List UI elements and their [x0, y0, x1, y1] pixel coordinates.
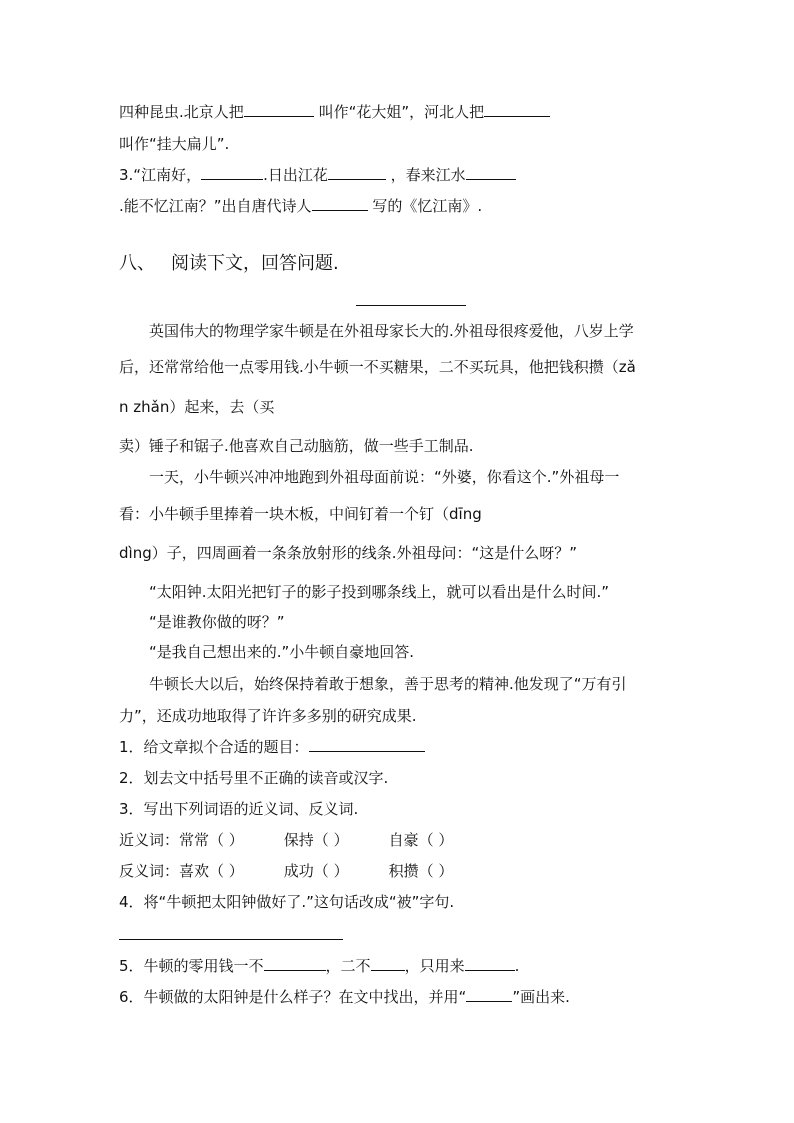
- question-text: 5．牛顿的零用钱一不: [119, 957, 264, 975]
- question-text: ，二不: [325, 957, 371, 975]
- section-title: 阅读下文，回答问题.: [171, 253, 339, 274]
- passage-line: “是谁教你做的呀？”: [149, 613, 285, 631]
- passage-line: “太阳钟.太阳光把钉子的影子投到哪条线上，就可以看出是什么时间.”: [149, 583, 610, 601]
- passage-line: 卖）锤子和锯子.他喜欢自己动脑筋，做一些手工制品.: [119, 437, 474, 455]
- fill-line-2: [119, 134, 229, 154]
- passage-line: 牛顿长大以后，始终保持着敢于想象，善于思考的精神.他发现了“万有引: [149, 675, 627, 693]
- answer-blank[interactable]: [309, 737, 425, 752]
- text-segment: .日出江花: [263, 166, 328, 184]
- antonym-label: 反义词：: [119, 862, 180, 880]
- answer-blank[interactable]: [466, 165, 516, 180]
- fill-line-1: [119, 102, 550, 122]
- question-text: ”画出来.: [512, 988, 570, 1006]
- answer-blank[interactable]: [201, 165, 263, 180]
- question-3: 3．写出下列词语的近义词、反义词.: [119, 800, 359, 818]
- answer-blank[interactable]: [371, 956, 405, 971]
- antonym-item[interactable]: 成功（ ）: [283, 862, 349, 880]
- passage-line: 力”，还成功地取得了许许多多别的研究成果.: [119, 707, 417, 725]
- antonym-item[interactable]: 喜欢（ ）: [179, 862, 244, 880]
- synonym-item[interactable]: 常常（ ）: [179, 831, 244, 849]
- answer-line[interactable]: [119, 939, 343, 940]
- underline-sample: [466, 987, 512, 1002]
- text-segment: ，春来江水: [390, 166, 466, 184]
- section-number: 八、: [119, 253, 155, 274]
- question-6: [119, 987, 570, 1007]
- passage-line: dìng）子，四周画着一条条放射形的线条.外祖母问：“这是什么呀？”: [119, 544, 578, 562]
- fill-line-4: [119, 196, 482, 216]
- question-text: ，只用来: [404, 957, 465, 975]
- text-segment: 叫作“花大姐”，河北人把: [318, 103, 485, 121]
- passage-line: 后，还常常给他一点零用钱.小牛顿一不买糖果，二不买玩具，他把钱积攒（zǎ: [119, 358, 636, 376]
- answer-blank[interactable]: [312, 196, 368, 211]
- question-1: [119, 737, 425, 757]
- text-segment: .能不忆江南？”出自唐代诗人: [119, 197, 312, 215]
- question-5: [119, 956, 519, 976]
- synonym-item[interactable]: 保持（ ）: [283, 831, 349, 849]
- question-4: 4．将“牛顿把太阳钟做好了.”这句话改成“被”字句.: [119, 893, 455, 911]
- section-heading: [119, 254, 339, 274]
- text-segment: 写的《忆江南》.: [372, 197, 483, 215]
- passage-line: “是我自己想出来的.”小牛顿自豪地回答.: [149, 643, 415, 661]
- answer-blank[interactable]: [244, 102, 314, 117]
- antonym-row: [119, 861, 453, 881]
- text-segment: 3.“江南好，: [119, 166, 202, 184]
- answer-blank[interactable]: [328, 165, 386, 180]
- antonym-item[interactable]: 积攒（ ）: [388, 862, 454, 880]
- synonym-label: 近义词：: [119, 831, 180, 849]
- synonym-row: [119, 830, 453, 850]
- question-text: .: [514, 957, 520, 975]
- passage-line: 英国伟大的物理学家牛顿是在外祖母家长大的.外祖母很疼爱他，八岁上学: [149, 322, 634, 340]
- passage-line: 看：小牛顿手里捧着一块木板，中间钉着一个钉（dīng: [119, 505, 482, 523]
- text-segment: 叫作“挂大扁儿”.: [119, 135, 230, 153]
- question-text: 1．给文章拟个合适的题目：: [119, 738, 309, 756]
- question-text: 6．牛顿做的太阳钟是什么样子？在文中找出，并用“: [119, 988, 467, 1006]
- text-segment: 四种昆虫.北京人把: [119, 103, 244, 121]
- fill-line-3: [119, 165, 516, 185]
- question-2: 2．划去文中括号里不正确的读音或汉字.: [119, 769, 389, 787]
- synonym-item[interactable]: 自豪（ ）: [388, 831, 454, 849]
- title-blank-line[interactable]: [356, 305, 466, 306]
- answer-blank[interactable]: [465, 956, 515, 971]
- passage-line: 一天，小牛顿兴冲冲地跑到外祖母面前说：“外婆，你看这个.”外祖母一: [149, 468, 620, 486]
- answer-blank[interactable]: [484, 102, 550, 117]
- passage-line: n zhǎn）起来，去（买: [119, 398, 275, 416]
- answer-blank[interactable]: [264, 956, 326, 971]
